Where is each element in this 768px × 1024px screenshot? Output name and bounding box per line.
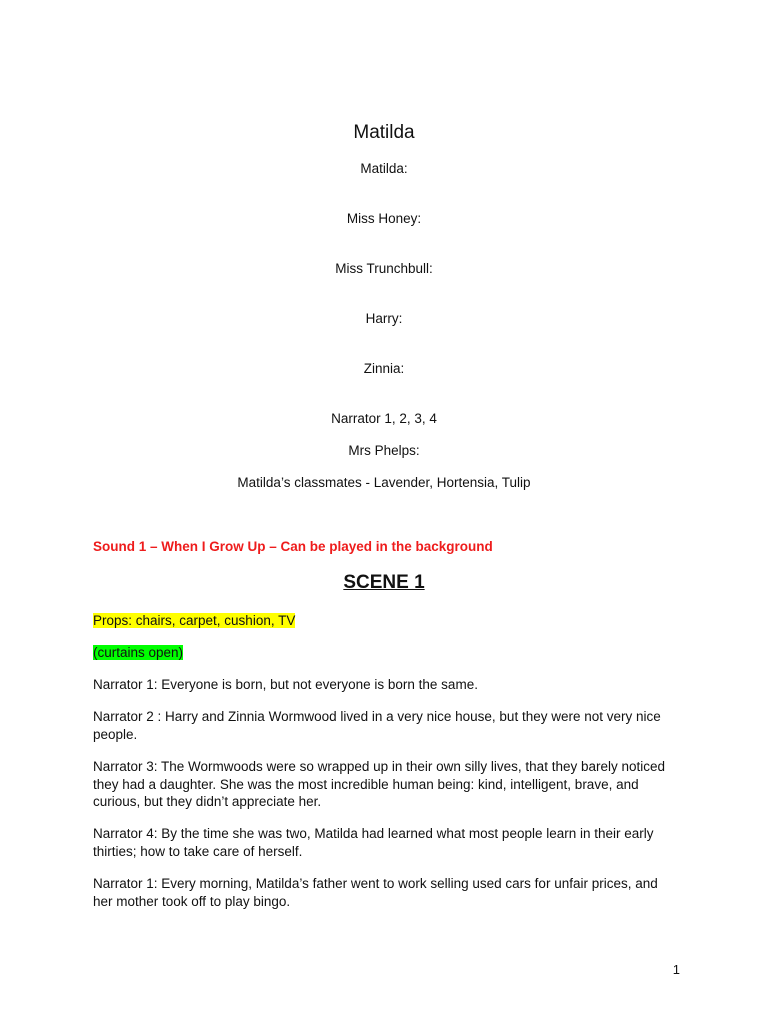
cast-item-mrs-phelps: Mrs Phelps: [348, 443, 420, 458]
cast-item-narrators: Narrator 1, 2, 3, 4 [331, 411, 437, 426]
cast-item-miss-trunchbull: Miss Trunchbull: [335, 261, 433, 276]
stage-direction-highlight: (curtains open) [93, 645, 184, 660]
props-highlight: Props: chairs, carpet, cushion, TV [93, 613, 296, 628]
sound-cue: Sound 1 – When I Grow Up – Can be played in the background [93, 539, 493, 554]
cast-item-miss-honey: Miss Honey: [346, 211, 422, 226]
cast-item-matilda: Matilda: [360, 161, 408, 176]
narrator-paragraph: Narrator 4: By the time she was two, Matilda had learned what most people learn in their early thirties; how to take care of herself. [93, 826, 654, 859]
cast-item-classmates: Matilda’s classmates - Lavender, Hortensia, Tulip [237, 475, 531, 490]
narrator-paragraph: Narrator 1: Every morning, Matilda’s father went to work selling used cars for unfair prices, and her mother took off to play bingo. [93, 876, 658, 909]
props-line [93, 612, 295, 629]
narrator-paragraph: Narrator 1: Everyone is born, but not everyone is born the same. [93, 677, 478, 692]
document-title: Matilda [353, 122, 415, 143]
scene-heading: SCENE 1 [343, 572, 425, 593]
cast-item-harry: Harry: [365, 311, 403, 326]
narrator-paragraph: Narrator 2 : Harry and Zinnia Wormwood lived in a very nice house, but they were not very nice people. [93, 709, 661, 742]
narrator-paragraph: Narrator 3: The Wormwoods were so wrapped up in their own silly lives, that they barely noticed they had a daughter. She was the most incredible human being: kind, intelligent, brave, and curious, but they didn’t appreciate her. [93, 759, 666, 809]
cast-item-zinnia: Zinnia: [363, 361, 405, 376]
stage-direction-line [93, 644, 183, 661]
page-number: 1 [672, 962, 680, 977]
